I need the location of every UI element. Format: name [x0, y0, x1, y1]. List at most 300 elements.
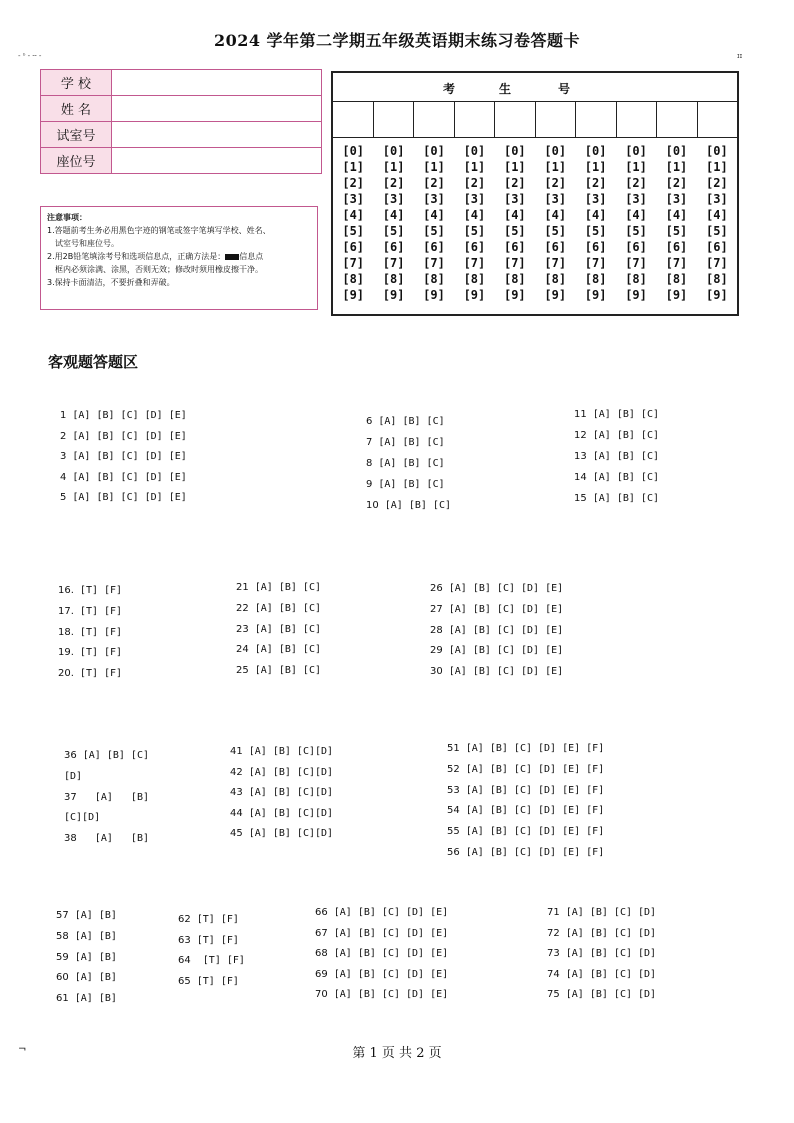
- digit-bubble[interactable]: [0]: [382, 144, 405, 158]
- question-row: [447, 846, 604, 860]
- answer-options[interactable]: [A] [B] [C]: [248, 602, 321, 614]
- digit-bubble[interactable]: [7]: [544, 256, 567, 270]
- question-row: [56, 909, 117, 923]
- question-row: [178, 934, 239, 948]
- digit-bubble[interactable]: [0]: [503, 144, 526, 158]
- answer-options[interactable]: [T] [F]: [73, 668, 123, 680]
- page-footer: 第 1 页 共 2 页: [352, 1046, 442, 1061]
- answer-options[interactable]: [A] [B] [C]: [372, 437, 445, 448]
- question-row: [230, 766, 333, 780]
- digit-bubble[interactable]: [6]: [584, 240, 607, 254]
- digit-bubble[interactable]: [1]: [382, 160, 405, 174]
- digit-bubble[interactable]: [3]: [503, 192, 526, 206]
- question-number: 58: [56, 930, 69, 942]
- question-number: 24: [236, 644, 249, 656]
- answer-options[interactable]: [A] [B] [C]: [248, 665, 321, 677]
- question-number: 66: [315, 907, 328, 918]
- question-row: [178, 913, 239, 927]
- digit-bubble[interactable]: [6]: [342, 240, 365, 254]
- exam-digit-write-cell[interactable]: [333, 102, 374, 137]
- digit-bubble[interactable]: [3]: [584, 192, 607, 206]
- question-row: [236, 602, 321, 616]
- answer-options[interactable]: [T] [F]: [190, 955, 245, 967]
- exam-digit-write-cell[interactable]: [374, 102, 415, 137]
- question-number: 3: [60, 451, 67, 462]
- question-row: [315, 947, 448, 961]
- digit-bubble[interactable]: [7]: [706, 256, 728, 270]
- digit-bubble[interactable]: [4]: [665, 208, 688, 222]
- answer-options[interactable]: [T] [F]: [190, 934, 239, 946]
- question-number: 26: [430, 583, 443, 594]
- digit-bubble[interactable]: [7]: [503, 256, 526, 270]
- answer-options[interactable]: [A] [B] [C] [D]: [559, 989, 657, 1001]
- digit-bubble[interactable]: [0]: [342, 144, 365, 158]
- digit-bubble[interactable]: [2]: [423, 176, 445, 190]
- digit-bubble[interactable]: [5]: [342, 224, 365, 238]
- exam-digit-column: [535, 143, 575, 303]
- answer-options[interactable]: [A] [B] [C] [D]: [559, 948, 657, 960]
- name-label: 姓 名: [41, 96, 112, 122]
- question-number: 45: [230, 828, 243, 840]
- question-number: 19.: [58, 647, 74, 659]
- answer-options[interactable]: [A] [B] [C] [D] [E] [F]: [459, 847, 605, 858]
- exam-number-write-row: [333, 102, 737, 138]
- answer-options[interactable]: [A] [B] [C] [D] [E]: [66, 471, 187, 483]
- answer-options[interactable]: [A] [B] [C] [D] [E]: [327, 989, 449, 1001]
- digit-bubble[interactable]: [4]: [342, 208, 365, 222]
- digit-bubble[interactable]: [3]: [625, 192, 647, 206]
- question-number: 25: [236, 665, 249, 677]
- question-row: [56, 992, 117, 1006]
- digit-bubble[interactable]: [2]: [625, 176, 647, 190]
- digit-bubble[interactable]: [6]: [625, 240, 647, 254]
- digit-bubble[interactable]: [2]: [584, 176, 607, 190]
- answer-options[interactable]: [C][D]: [64, 812, 101, 824]
- digit-bubble[interactable]: [4]: [584, 208, 607, 222]
- exam-digit-column: [575, 143, 615, 303]
- answer-options[interactable]: [A] [B] [C]: [586, 409, 659, 420]
- digit-bubble[interactable]: [8]: [706, 272, 728, 286]
- answer-options[interactable]: [A] [B]: [68, 930, 117, 942]
- question-number: 71: [547, 907, 560, 918]
- section-title: 客观题答题区: [48, 353, 139, 371]
- exam-header-char: 考: [443, 82, 456, 96]
- answer-options[interactable]: [A] [B] [C] [D] [E] [F]: [459, 763, 605, 775]
- question-row: [236, 643, 321, 657]
- question-row: [60, 409, 187, 423]
- digit-bubble[interactable]: [5]: [665, 224, 688, 238]
- exam-digit-column: [414, 143, 454, 303]
- question-number: 27: [430, 603, 443, 615]
- question-row: [64, 811, 100, 825]
- question-row: [58, 667, 122, 681]
- question-number: 8: [366, 458, 373, 469]
- digit-bubble[interactable]: [9]: [503, 288, 526, 302]
- answer-options[interactable]: [A] [B] [C] [D] [E]: [442, 645, 564, 657]
- answer-options[interactable]: [A] [B]: [76, 791, 149, 803]
- answer-options[interactable]: [A] [B] [C][D]: [242, 746, 334, 757]
- answer-options[interactable]: [A] [B] [C]: [586, 430, 659, 441]
- digit-bubble[interactable]: [4]: [382, 208, 405, 222]
- exam-header-char: 号: [558, 82, 571, 96]
- question-row: [430, 665, 563, 679]
- answer-options[interactable]: [A] [B] [C] [D] [E]: [66, 451, 187, 462]
- digit-bubble[interactable]: [9]: [584, 288, 607, 302]
- question-number: 17.: [58, 605, 74, 617]
- exam-digit-write-cell[interactable]: [536, 102, 577, 137]
- digit-bubble[interactable]: [4]: [706, 208, 728, 222]
- digit-bubble[interactable]: [1]: [665, 160, 688, 174]
- question-row: [574, 450, 659, 464]
- question-row: [64, 791, 149, 805]
- digit-bubble[interactable]: [3]: [463, 192, 486, 206]
- digit-bubble[interactable]: [6]: [544, 240, 567, 254]
- question-row: [230, 786, 333, 800]
- digit-bubble[interactable]: [1]: [503, 160, 526, 174]
- digit-bubble[interactable]: [5]: [503, 224, 526, 238]
- seat-field[interactable]: [112, 148, 322, 174]
- question-number: 28: [430, 624, 443, 636]
- digit-bubble[interactable]: [7]: [625, 256, 647, 270]
- digit-bubble[interactable]: [0]: [544, 144, 567, 158]
- digit-bubble[interactable]: [1]: [706, 160, 728, 174]
- digit-bubble[interactable]: [3]: [544, 192, 567, 206]
- notice-item-1-cont: 试室号和座位号。: [55, 239, 119, 248]
- digit-bubble[interactable]: [8]: [463, 272, 486, 286]
- digit-bubble[interactable]: [4]: [463, 208, 486, 222]
- filled-mark-example: [225, 254, 239, 260]
- digit-bubble[interactable]: [9]: [382, 288, 405, 302]
- answer-options[interactable]: [A] [B] [C] [D]: [559, 968, 657, 980]
- question-number: 59: [56, 951, 69, 963]
- answer-options[interactable]: [A] [B]: [68, 951, 117, 963]
- digit-bubble[interactable]: [2]: [544, 176, 567, 190]
- question-row: [178, 975, 239, 989]
- digit-bubble[interactable]: [0]: [463, 144, 486, 158]
- question-row: [178, 954, 245, 968]
- answer-options[interactable]: [A] [B] [C] [D] [E]: [327, 968, 449, 980]
- answer-options[interactable]: [A] [B] [C]: [372, 458, 445, 469]
- question-row: [574, 429, 659, 443]
- answer-options[interactable]: [A] [B] [C] [D] [E]: [327, 907, 449, 918]
- answer-options[interactable]: [T] [F]: [190, 975, 239, 987]
- answer-options[interactable]: [A] [B] [C]: [586, 451, 659, 462]
- answer-options[interactable]: [A] [B] [C] [D] [E]: [442, 666, 564, 678]
- question-number: 15: [574, 493, 587, 504]
- question-row: [574, 471, 659, 485]
- question-row: [366, 436, 445, 450]
- answer-options[interactable]: [T] [F]: [73, 626, 123, 638]
- digit-bubble[interactable]: [6]: [423, 240, 445, 254]
- question-number: 52: [447, 763, 460, 775]
- exam-digit-write-cell[interactable]: [455, 102, 496, 137]
- digit-bubble[interactable]: [3]: [706, 192, 728, 206]
- digit-bubble[interactable]: [0]: [423, 144, 445, 158]
- answer-options[interactable]: [A] [B] [C]: [76, 750, 149, 761]
- exam-digit-column: [454, 143, 494, 303]
- question-number: 68: [315, 948, 328, 960]
- digit-bubble[interactable]: [2]: [463, 176, 486, 190]
- question-row: [547, 947, 656, 961]
- question-number: 2: [60, 430, 67, 442]
- digit-bubble[interactable]: [6]: [463, 240, 486, 254]
- name-field[interactable]: [112, 96, 322, 122]
- answer-options[interactable]: [A] [B] [C] [D] [E]: [327, 948, 449, 960]
- answer-options[interactable]: [A] [B] [C] [D] [E]: [442, 603, 564, 615]
- digit-bubble[interactable]: [5]: [544, 224, 567, 238]
- digit-bubble[interactable]: [1]: [625, 160, 647, 174]
- exam-digit-column: [697, 143, 737, 303]
- digit-bubble[interactable]: [9]: [463, 288, 486, 302]
- answer-options[interactable]: [A] [B] [C] [D] [E]: [66, 492, 187, 503]
- question-row: [315, 968, 448, 982]
- question-row: [230, 745, 333, 759]
- school-field[interactable]: [112, 70, 322, 96]
- digit-bubble[interactable]: [1]: [544, 160, 567, 174]
- question-row: [366, 499, 451, 513]
- digit-bubble[interactable]: [5]: [625, 224, 647, 238]
- digit-bubble[interactable]: [4]: [544, 208, 567, 222]
- answer-options[interactable]: [T] [F]: [190, 914, 239, 925]
- digit-bubble[interactable]: [2]: [382, 176, 405, 190]
- answer-options[interactable]: [A] [B] [C]: [248, 582, 321, 593]
- answer-options[interactable]: [A] [B] [C] [D] [E]: [66, 430, 187, 442]
- question-row: [366, 478, 445, 492]
- question-row: [430, 644, 563, 658]
- answer-options[interactable]: [A] [B] [C]: [586, 493, 659, 504]
- room-label: 试室号: [41, 122, 112, 148]
- question-number: 69: [315, 968, 328, 980]
- exam-digit-write-cell[interactable]: [657, 102, 698, 137]
- question-row: [430, 624, 563, 638]
- digit-bubble[interactable]: [9]: [544, 288, 567, 302]
- question-row: [430, 603, 563, 617]
- digit-bubble[interactable]: [5]: [706, 224, 728, 238]
- answer-options[interactable]: [A] [B] [C]: [372, 479, 445, 490]
- room-row: [41, 122, 322, 148]
- question-row: [60, 430, 187, 444]
- answer-options[interactable]: [A] [B]: [68, 993, 117, 1005]
- digit-bubble[interactable]: [7]: [342, 256, 365, 270]
- question-row: [64, 770, 82, 784]
- answer-options[interactable]: [A] [B] [C] [D] [E]: [442, 583, 564, 594]
- digit-bubble[interactable]: [8]: [503, 272, 526, 286]
- question-number: 60: [56, 972, 69, 984]
- exam-number-header: [333, 73, 737, 102]
- question-number: 41: [230, 746, 243, 757]
- exam-digit-write-cell[interactable]: [576, 102, 617, 137]
- digit-bubble[interactable]: [4]: [503, 208, 526, 222]
- exam-digit-write-cell[interactable]: [617, 102, 658, 137]
- question-number: 64: [178, 955, 191, 967]
- answer-options[interactable]: [A] [B]: [76, 833, 149, 845]
- exam-digit-column: [616, 143, 656, 303]
- question-row: [58, 605, 122, 619]
- question-row: [58, 646, 122, 660]
- notice-item-2: 2.用2B铅笔填涂考号和选项信息点，正确方法是： 信息点: [47, 252, 264, 261]
- digit-bubble[interactable]: [8]: [423, 272, 445, 286]
- digit-bubble[interactable]: [8]: [584, 272, 607, 286]
- question-row: [315, 988, 448, 1002]
- notice-item-2-cont: 框内必须涂满、涂黑，否则无效；修改时须用橡皮擦干净。: [55, 265, 263, 274]
- question-number: 13: [574, 451, 587, 462]
- question-number: 72: [547, 927, 560, 939]
- answer-options[interactable]: [A] [B] [C][D]: [242, 766, 334, 778]
- question-row: [547, 988, 656, 1002]
- question-row: [430, 582, 563, 596]
- answer-options[interactable]: [A] [B] [C] [D] [E] [F]: [459, 826, 605, 838]
- digit-bubble[interactable]: [5]: [463, 224, 486, 238]
- answer-options[interactable]: [T] [F]: [73, 585, 123, 596]
- digit-bubble[interactable]: [9]: [423, 288, 445, 302]
- question-row: [315, 906, 448, 920]
- answer-options[interactable]: [A] [B] [C] [D] [E] [F]: [459, 805, 605, 817]
- digit-bubble[interactable]: [7]: [584, 256, 607, 270]
- answer-options[interactable]: [D]: [64, 770, 83, 782]
- question-number: 9: [366, 479, 373, 490]
- exam-digit-column: [373, 143, 413, 303]
- digit-bubble[interactable]: [3]: [382, 192, 405, 206]
- digit-bubble[interactable]: [3]: [423, 192, 445, 206]
- question-number: 10: [366, 500, 379, 511]
- digit-bubble[interactable]: [3]: [342, 192, 365, 206]
- question-row: [58, 626, 122, 640]
- question-number: 74: [547, 968, 560, 980]
- digit-bubble[interactable]: [9]: [342, 288, 365, 302]
- question-row: [60, 450, 187, 464]
- answer-options[interactable]: [A] [B] [C] [D]: [559, 907, 657, 918]
- digit-bubble[interactable]: [4]: [625, 208, 647, 222]
- digit-bubble[interactable]: [1]: [423, 160, 445, 174]
- exam-digit-column: [333, 143, 373, 303]
- digit-bubble[interactable]: [1]: [342, 160, 365, 174]
- question-number: 29: [430, 645, 443, 657]
- digit-bubble[interactable]: [9]: [665, 288, 688, 302]
- answer-options[interactable]: [A] [B]: [68, 972, 117, 984]
- question-row: [58, 584, 122, 598]
- answer-options[interactable]: [A] [B] [C] [D]: [559, 927, 657, 939]
- digit-bubble[interactable]: [9]: [706, 288, 728, 302]
- question-number: 36: [64, 750, 77, 761]
- question-row: [547, 906, 656, 920]
- question-number: 6: [366, 416, 373, 427]
- answer-options[interactable]: [A] [B] [C]: [586, 472, 659, 483]
- digit-bubble[interactable]: [0]: [584, 144, 607, 158]
- question-row: [60, 471, 187, 485]
- question-row: [64, 749, 149, 763]
- answer-options[interactable]: [A] [B] [C][D]: [242, 828, 334, 840]
- digit-bubble[interactable]: [0]: [625, 144, 647, 158]
- question-number: 51: [447, 743, 460, 754]
- answer-options[interactable]: [T] [F]: [73, 647, 123, 659]
- digit-bubble[interactable]: [2]: [342, 176, 365, 190]
- digit-bubble[interactable]: [7]: [382, 256, 405, 270]
- digit-bubble[interactable]: [1]: [584, 160, 607, 174]
- answer-options[interactable]: [A] [B] [C][D]: [242, 787, 334, 799]
- exam-digit-write-cell[interactable]: [414, 102, 455, 137]
- question-row: [447, 784, 604, 798]
- digit-bubble[interactable]: [4]: [423, 208, 445, 222]
- exam-digit-write-cell[interactable]: [698, 102, 738, 137]
- question-row: [64, 832, 149, 846]
- digit-bubble[interactable]: [3]: [665, 192, 688, 206]
- digit-bubble[interactable]: [6]: [503, 240, 526, 254]
- digit-bubble[interactable]: [6]: [382, 240, 405, 254]
- answer-options[interactable]: [A] [B] [C] [D] [E]: [442, 624, 564, 636]
- question-number: 14: [574, 472, 587, 483]
- question-row: [447, 763, 604, 777]
- question-number: 20.: [58, 668, 74, 680]
- digit-bubble[interactable]: [6]: [706, 240, 728, 254]
- digit-bubble[interactable]: [8]: [342, 272, 365, 286]
- question-row: [60, 491, 187, 505]
- question-row: [56, 930, 117, 944]
- answer-options[interactable]: [A] [B] [C]: [378, 500, 451, 511]
- digit-bubble[interactable]: [8]: [665, 272, 688, 286]
- answer-options[interactable]: [A] [B] [C] [D] [E] [F]: [459, 784, 605, 796]
- question-number: 30: [430, 666, 443, 678]
- answer-options[interactable]: [A] [B] [C]: [248, 644, 321, 656]
- exam-digit-write-cell[interactable]: [495, 102, 536, 137]
- digit-bubble[interactable]: [0]: [665, 144, 688, 158]
- answer-options[interactable]: [A] [B] [C] [D] [E]: [327, 927, 449, 939]
- question-number: 21: [236, 582, 249, 593]
- answer-options[interactable]: [T] [F]: [73, 605, 123, 617]
- question-number: 1: [60, 410, 67, 421]
- digit-bubble[interactable]: [5]: [584, 224, 607, 238]
- digit-bubble[interactable]: [7]: [463, 256, 486, 270]
- question-number: 61: [56, 993, 69, 1005]
- digit-bubble[interactable]: [9]: [625, 288, 647, 302]
- digit-bubble[interactable]: [8]: [544, 272, 567, 286]
- digit-bubble[interactable]: [7]: [665, 256, 688, 270]
- digit-bubble[interactable]: [6]: [665, 240, 688, 254]
- question-row: [236, 664, 321, 678]
- answer-options[interactable]: [A] [B] [C][D]: [242, 807, 334, 819]
- digit-bubble[interactable]: [5]: [423, 224, 445, 238]
- question-number: 37: [64, 791, 77, 803]
- question-number: 62: [178, 914, 191, 925]
- digit-bubble[interactable]: [5]: [382, 224, 405, 238]
- digit-bubble[interactable]: [8]: [625, 272, 647, 286]
- digit-bubble[interactable]: [1]: [463, 160, 486, 174]
- notice-title: 注意事项：: [47, 213, 87, 222]
- question-row: [56, 971, 117, 985]
- digit-bubble[interactable]: [2]: [503, 176, 526, 190]
- question-row: [447, 804, 604, 818]
- answer-options[interactable]: [A] [B] [C] [D] [E] [F]: [459, 743, 605, 754]
- question-row: [56, 951, 117, 965]
- question-row: [315, 927, 448, 941]
- answer-options[interactable]: [A] [B] [C]: [248, 623, 321, 635]
- question-number: 44: [230, 807, 243, 819]
- answer-options[interactable]: [A] [B] [C]: [372, 416, 445, 427]
- question-number: 16.: [58, 585, 74, 596]
- answer-options[interactable]: [A] [B] [C] [D] [E]: [66, 410, 187, 421]
- question-row: [547, 968, 656, 982]
- notice-item-3: 3.保持卡面清洁，不要折叠和弄破。: [47, 278, 175, 287]
- school-label: 学 校: [41, 70, 112, 96]
- answer-options[interactable]: [A] [B]: [68, 910, 117, 921]
- digit-bubble[interactable]: [2]: [665, 176, 688, 190]
- digit-bubble[interactable]: [7]: [423, 256, 445, 270]
- question-row: [230, 807, 333, 821]
- room-field[interactable]: [112, 122, 322, 148]
- digit-bubble[interactable]: [8]: [382, 272, 405, 286]
- digit-bubble[interactable]: [0]: [706, 144, 728, 158]
- question-row: [230, 827, 333, 841]
- digit-bubble[interactable]: [2]: [706, 176, 728, 190]
